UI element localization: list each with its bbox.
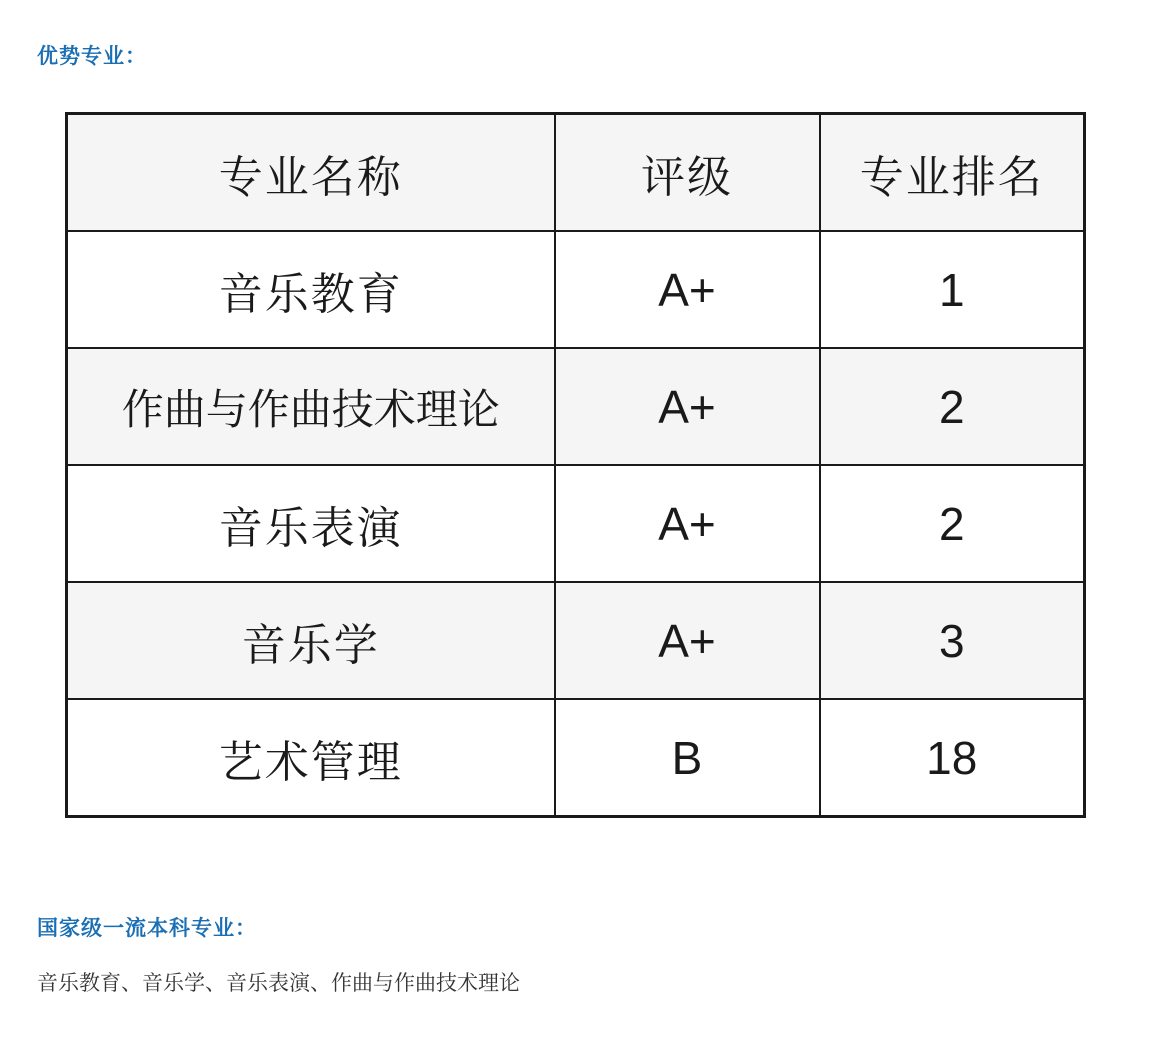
table-row — [67, 348, 1085, 465]
table-header-row — [67, 114, 1085, 232]
table-row — [67, 582, 1085, 699]
national-majors-list: 音乐教育、音乐学、音乐表演、作曲与作曲技术理论 — [37, 971, 520, 995]
table-row — [67, 465, 1085, 582]
grade-cell: A+ — [555, 582, 820, 699]
grade-cell: A+ — [555, 231, 820, 348]
grade-cell: B — [555, 699, 820, 817]
table-row — [67, 231, 1085, 348]
rank-cell: 3 — [820, 582, 1085, 699]
header-major-rank: 专业排名 — [820, 114, 1085, 232]
rank-cell: 2 — [820, 465, 1085, 582]
header-major-name: 专业名称 — [67, 114, 555, 232]
rank-cell: 1 — [820, 231, 1085, 348]
major-name-cell: 作曲与作曲技术理论 — [67, 348, 555, 465]
advantage-majors-heading: 优势专业： — [37, 44, 147, 68]
major-name-cell: 艺术管理 — [67, 699, 555, 817]
header-grade: 评级 — [555, 114, 820, 232]
grade-cell: A+ — [555, 348, 820, 465]
major-ranking-table — [65, 112, 1086, 818]
major-name-cell: 音乐表演 — [67, 465, 555, 582]
major-name-cell: 音乐学 — [67, 582, 555, 699]
national-first-class-majors-heading: 国家级一流本科专业： — [37, 916, 257, 940]
table-row — [67, 699, 1085, 817]
rank-cell: 2 — [820, 348, 1085, 465]
rank-cell: 18 — [820, 699, 1085, 817]
grade-cell: A+ — [555, 465, 820, 582]
major-name-cell: 音乐教育 — [67, 231, 555, 348]
